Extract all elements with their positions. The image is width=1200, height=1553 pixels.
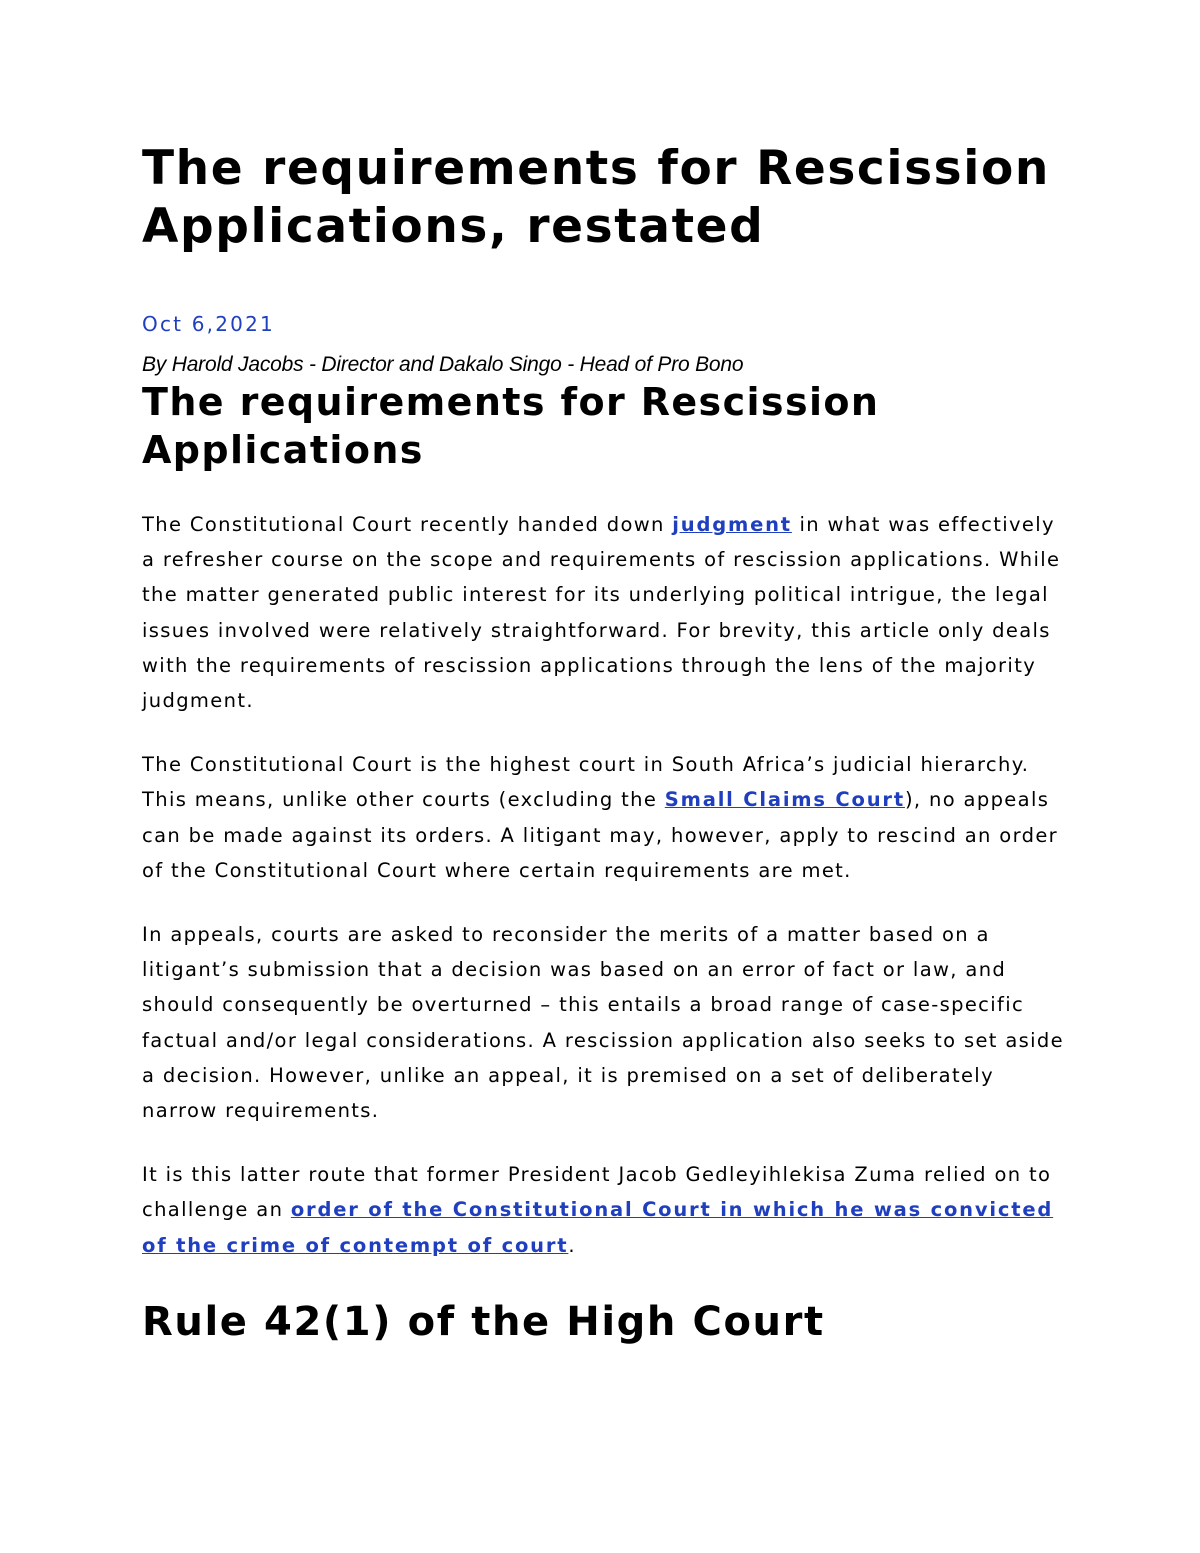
title-line-1: The requirements for Rescission xyxy=(142,141,1050,196)
paragraph-2 xyxy=(142,747,1072,888)
paragraph-2-text-a: The Constitutional Court is the highest court in South Africa’s judicial hierarchy. This means, unlike other courts (excluding the xyxy=(142,753,1030,812)
subtitle-line-2: Applications xyxy=(142,428,424,472)
publish-date: Oct 6,2021 xyxy=(142,312,275,336)
paragraph-4 xyxy=(142,1157,1072,1263)
paragraph-4-text-a: It is this latter route that former President Jacob Gedleyihlekisa Zuma relied on to challenge an xyxy=(142,1163,1052,1222)
paragraph-4-text-b: . xyxy=(568,1233,576,1257)
paragraph-1-text-b: in what was effectively a refresher course on the scope and requirements of rescission applications. While the matter generated public interest for its underlying political intrigue, the legal issues involved were relatively straightforward. For brevity, this article only deals with the requirements of rescission applications through the lens of the majority judgment. xyxy=(142,513,1061,713)
subtitle-line-1: The requirements for Rescission xyxy=(142,380,880,424)
byline: By Harold Jacobs - Director and Dakalo Singo - Head of Pro Bono xyxy=(142,353,744,376)
judgment-link[interactable]: judgment xyxy=(672,513,792,536)
article-subtitle xyxy=(142,378,1072,474)
title-line-2: Applications, restated xyxy=(142,199,765,254)
paragraph-3: In appeals, courts are asked to reconsider the merits of a matter based on a litigant’s submission that a decision was based on an error of fact or law, and should consequently be overturned – this entails a broad range of case-specific factual and/or legal considerations. A rescission application also seeks to set aside a decision. However, unlike an appeal, it is premised on a set of deliberately narrow requirements. xyxy=(142,923,1064,1123)
paragraph-1-text-a: The Constitutional Court recently handed down xyxy=(142,513,673,536)
article xyxy=(142,140,1072,1347)
paragraph-1 xyxy=(142,507,1072,718)
article-title xyxy=(142,140,1072,256)
contempt-order-link[interactable]: order of the Constitutional Court in which he was convicted of the crime of contempt of court xyxy=(142,1198,1054,1257)
section-heading: Rule 42(1) of the High Court xyxy=(142,1298,825,1345)
paragraph-2-text-b: ), no appeals can be made against its orders. A litigant may, however, apply to rescind an order of the Constitutional Court where certain requirements are met. xyxy=(142,788,1059,882)
small-claims-court-link[interactable]: Small Claims Court xyxy=(664,788,905,812)
